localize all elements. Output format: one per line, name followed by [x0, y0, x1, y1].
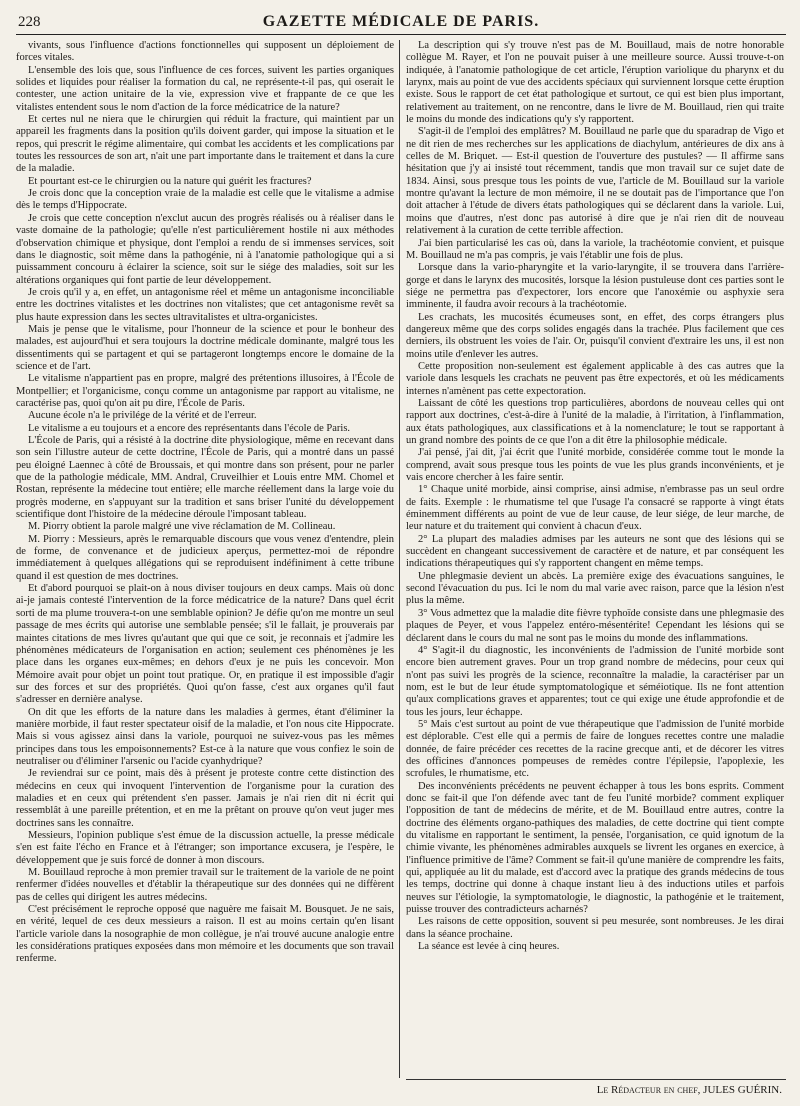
paragraph: Je crois que cette conception n'exclut aucun des progrès réalisés ou à réaliser dans le vaste domaine de la pathologie; qu'elle n'est particulièrement hostile ni aux méthodes d'observation chimique et physique, dont l'emploi a rendu de si immenses services, soit dans le diagnostic, soit même dans la pathogénie, ni à l'anatomie pathologique qui a si puissamment concouru à éclairer la science, soit sur le siége des maladies, soit sur les altérations organiques qui font partie de leur développement. [16, 212, 394, 286]
left-column [16, 40, 394, 1100]
page-header [16, 10, 786, 35]
paragraph: Mais je pense que le vitalisme, pour l'honneur de la science et pour le bonheur des malades, est aujourd'hui et sera toujours la doctrine médicale dominante, malgré tous les dissentiments qui se partagent et qui se partageront longtemps encore le domaine de la science et de l'art. [16, 323, 394, 372]
paragraph: Je reviendrai sur ce point, mais dès à présent je proteste contre cette distinction des médecins en ceux qui invoquent l'intervention de l'organisme pour la curation des maladies et en ceux qui prétendent s'en passer. Jamais je n'ai rien dit ni écrit qui ressemblât à une pareille prétention, et en me la prêtant on prouve qu'on veut juger mes doctrines sans les connaître. [16, 768, 394, 829]
paragraph: Le vitalisme a eu toujours et a encore des représentants dans l'école de Paris. [28, 422, 351, 434]
signature-rule [406, 1079, 786, 1080]
paragraph: M. Piorry obtient la parole malgré une vive réclamation de M. Collineau. [28, 521, 336, 533]
paragraph: La séance est levée à cinq heures. [418, 941, 560, 953]
paragraph: Laissant de côté les questions trop particulières, abordons de nouveau celles qui ont rapport aux doctrines, c'est-à-dire à l'unité de la maladie, à l'irritation, à l'inflammation, aux états pathologiques, aux classifications et à la nomenclature; le tout se rapportant à un grand nombre des points de ce que l'on a dit être la philosophie médicale. [406, 397, 784, 446]
paragraph: M. Piorry : Messieurs, après le remarquable discours que vous venez d'entendre, plein de forme, de convenance et de judicieux aperçus, permettez-moi de répondre immédiatement à quelques allégations qui se reproduisent indéfiniment à cette tribune quand il est question de mes doctrines. [16, 533, 394, 582]
paragraph: S'agit-il de l'emploi des emplâtres? M. Bouillaud ne parle que du sparadrap de Vigo et ne dit rien de mes recherches sur les applications de diachylum, antérieures de dix ans à celles de M. Briquet. — Est-il question de l'ouverture des pustules? — Il affirme sans hésitation que j'y ai insisté tout récemment, tandis que mon travail sur ce sujet date de 1834. Ainsi, sous presque tous les points de vue, l'article de M. Bouillaud sur la variole montre qu'avant la lecture de mon mémoire, il ne se doutait pas de l'importance que l'on doit attacher à l'étude de divers états pathologiques qui se déclarent dans la variole. Lui, moins que d'autres, n'est donc pas autorisé à dire que je n'ai rien dit de nouveau relativement à la curation de cette terrible affection. [406, 126, 784, 237]
paragraph: Et certes nul ne niera que le chirurgien qui réduit la fracture, qui maintient par un appareil les fragments dans la position qu'ils doivent garder, qui impose la situation et le repos, qui prescrit le régime alimentaire, qui combat les accidents et les complications par toutes les ressources de son art, n'ait une part importante dans le traitement et dans la cure de la maladie. [16, 114, 394, 175]
paragraph: vivants, sous l'influence d'actions fonctionnelles qui supposent un déploiement de forces vitales. [16, 40, 394, 64]
paragraph: C'est précisément le reproche opposé que naguère me faisait M. Bousquet. Je ne sais, en vérité, lequel de ces deux messieurs a raison. Il est au moins certain qu'en lisant l'article variole dans la nosographie de mon collègue, je n'ai trouvé aucune analogie entre les considérations pratiques exposées dans mon mémoire et les documents que son travail renferme. [16, 904, 394, 965]
paragraph: J'ai pensé, j'ai dit, j'ai écrit que l'unité morbide, considérée comme tout le monde la comprend, avait sous presque tous les points de vue les plus grands inconvénients, et je vais encore chercher à les faire sentir. [406, 447, 784, 484]
right-column [406, 40, 784, 1100]
paragraph: Je crois qu'il y a, en effet, un antagonisme réel et même un antagonisme inconciliable entre les doctrines vitalistes et les doctrines non vitalistes; que cet antagonisme revêt sa plus haute expression dans les sectes ultravitalistes et ultra-organicistes. [16, 286, 394, 323]
article-columns [16, 40, 786, 1100]
paragraph: Aucune école n'a le privilége de la vérité et de l'erreur. [28, 410, 257, 422]
paragraph: L'École de Paris, qui a résisté à la doctrine dite physiologique, même en recevant dans son sein l'illustre auteur de cette doctrine, l'École de Paris, qui a montré dans un passé peu éloigné Laennec à côté de Broussais, et qui montre dans son présent, pour ne parler que de la pathologie médicale, MM. Andral, Cruveilhier et Louis entre MM. Chomel et Rostan, représente la médecine tout entière; elle marche réellement dans la large voie du progrès moderne, en s'appuyant sur la tradition et sans briser l'unité du développement scientifique dont l'histoire de la médecine déroule l'imposant tableau. [16, 435, 394, 521]
paragraph: Cette proposition non-seulement est également applicable à des cas autres que la variole dans lesquels les crachats ne peuvent pas être expectorés, et où les médicaments internes n'amènent pas cette expectoration. [406, 360, 784, 397]
paragraph: M. Bouillaud reproche à mon premier travail sur le traitement de la variole de ne point renfermer d'idées nouvelles et d'établir la thérapeutique sur des données qui ne diffèrent pas de celles qui dirigent les autres médecins. [16, 867, 394, 903]
paragraph: J'ai bien particularisé les cas où, dans la variole, la trachéotomie convient, et puisque M. Bouillaud ne m'a pas compris, je vais l'établir une fois de plus. [406, 237, 784, 261]
paragraph: L'ensemble des lois que, sous l'influence de ces forces, suivent les parties organiques solides et liquides pour réaliser la formation du cal, ne représente-t-il pas, qui oserait le contester, une action unitaire de la vie, expression vive et frappante de ce que les vitalistes entendent sous le nom d'action de la force médicatrice de la nature? [16, 64, 394, 113]
page-number: 228 [18, 14, 41, 30]
paragraph: Et pourtant est-ce le chirurgien ou la nature qui guérit les fractures? [28, 175, 312, 187]
paragraph: Messieurs, l'opinion publique s'est émue de la discussion actuelle, la presse médicale s'en est faite l'écho en France et à l'étranger; son importance excusera, je l'espère, le développement que je suis forcé de donner à mon discours. [16, 830, 394, 866]
paragraph: Des inconvénients précédents ne peuvent échapper à tous les bons esprits. Comment donc se fait-il que l'on défende avec tant de feu l'unité morbide? comment expliquer l'opposition de tant de médecins de mérite, et de M. Bouillaud entre autres, contre la doctrine des éléments organo-pathiques des maladies, de cette doctrine qui tient compte du vitalisme en rapportant le sentiment, la pensée, l'organisation, ce quid ignotum de la chimie vivante, les phénomènes admirables auxquels se livrent les organes en exercice, à l'influence primitive de l'âme? Comment se fait-il qu'une manière de comprendre les faits, qui, appliquée au lit du malade, est d'accord avec la pratique des grands médecins de tous les temps, doctrine qui donne à chaque instant lieu à des inductions utiles et parfois neuves sur l'étiologie, la symptomatologie, le diagnostic, la pathogénie et le traitement, puisse trouver des contradicteurs acharnés? [406, 780, 784, 916]
paragraph: 2° La plupart des maladies admises par les auteurs ne sont que des lésions qui se succèdent en changeant successivement de caractère et de nature, et par conséquent les indications thérapeutiques qui s'y rapportent changent en même temps. [406, 533, 784, 570]
paragraph: Une phlegmasie devient un abcès. La première exige des évacuations sanguines, le second l'évacuation du pus. Ici le nom du mal varie avec raison, parce que la lésion n'est plus la même. [406, 570, 784, 607]
paragraph: 5° Mais c'est surtout au point de vue thérapeutique que l'admission de l'unité morbide est déplorable. C'est elle qui a permis de faire de longues recettes contre une maladie donnée, de faire précéder ces recettes de la racine grecque anti, et de décorer les vitres des officines d'annonces pompeuses de remèdes contre l'épilepsie, l'apoplexie, les scrofules, le rhumatisme, etc. [406, 718, 784, 780]
journal-title: GAZETTE MÉDICALE DE PARIS. [262, 13, 540, 30]
paragraph: Les crachats, les mucosités écumeuses sont, en effet, des corps étrangers plus dangereux même que des corps solides engagés dans la trachée. Plus facilement que ces derniers, ils obstruent les voies de l'air. Or, puisqu'il convient d'extraire les uns, il est non moins utile d'enlever les autres. [406, 311, 784, 360]
paragraph: 1° Chaque unité morbide, ainsi comprise, ainsi admise, n'embrasse pas un seul ordre de faits. Exemple : le rhumatisme tel que l'usage l'a consacré se rapporte à vingt états éminemment différents au point de vue de leur cause, de leur siége, de leur marche, de leur nature et du traitement qui convient à chacun d'eux. [406, 484, 784, 533]
paragraph: 3° Vous admettez que la maladie dite fièvre typhoïde consiste dans une phlegmasie des plaques de Peyer, et vous l'appelez entéro-mésentérite! Cependant les lésions qui se déclarent dans le cours du mal ne sont pas le moins du monde des inflammations. [406, 607, 784, 644]
paragraph: La description qui s'y trouve n'est pas de M. Bouillaud, mais de notre honorable collègue M. Rayer, et l'on ne pouvait puiser à une meilleure source. Aussi trouve-t-on indiquée, à l'anatomie pathologique de cet article, l'éruption variolique du pharynx et du larynx, mais au point de vue des accidents spéciaux qui surviennent lorsque cette éruption existe. Sous le rapport de cet état pathologique et surtout, ce qui est bien plus important, relativement au traitement, on ne rencontre, dans le livre de M. Bouillaud, rien qui traite le moins du monde des indications qu'y s'y rapportent. [406, 40, 784, 126]
editor-signature: Le Rédacteur en chef, JULES GUÉRIN. [596, 1084, 782, 1096]
paragraph: Et d'abord pourquoi se plait-on à nous diviser toujours en deux camps. Mais où donc ai-je jamais contesté l'intervention de la force médicatrice de la nature? Dans quel écrit sorti de ma plume trouvera-t-on une semblable opinion? Je défie qu'on me montre un seul passage de mes écrits qui autorise une semblable pensée; s'il le fallait, je prouverais par maintes citations de mes livres qu'autant que qui que ce soit, je reconnais et j'admire les phénomènes médicateurs de l'organisation en action; seulement ces phénomènes je les place dans les organes eux-mêmes; en dehors d'eux je ne puis les concevoir. Mon Mémoire avait pour objet un point tout pratique. Or, en pratique il est impossible d'agir sur des forces et sur des propriétés. Quoi qu'on fasse, c'est aux organes qu'il faut s'adresser en dernière analyse. [16, 583, 394, 706]
paragraph: 4° S'agit-il du diagnostic, les inconvénients de l'admission de l'unité morbide sont encore bien autrement graves. Pour un trop grand nombre de médecins, pour ceux qui n'ont pas suivi les progrès de la science, reconnaître la maladie, la caractériser par un nom, est le but de leur étude symptomatologique et séméiotique. Ils ne font attention qu'aux complications graves et apparentes; tout ce qui exige une étude approfondie et de tous les jours, leur échappe. [406, 644, 784, 718]
column-divider [399, 40, 400, 1078]
newspaper-page [16, 10, 786, 1100]
paragraph: Je crois donc que la conception vraie de la maladie est celle que le vitalisme a admise dès le temps d'Hippocrate. [16, 188, 394, 212]
paragraph: On dit que les efforts de la nature dans les maladies à germes, étant d'éliminer la manière morbide, il faut rester spectateur oisif de la maladie, et l'on nous cite Hippocrate. Mais si vous agissez ainsi dans la variole, pourquoi ne suivez-vous pas les mêmes principes dans tous les empoisonnements? Est-ce à la nature que vous confiez le soin de neutraliser ou d'éliminer l'arsenic ou l'acide cyanhydrique? [16, 706, 394, 767]
paragraph: Le vitalisme n'appartient pas en propre, malgré des prétentions illusoires, à l'École de Montpellier; et l'organicisme, conçu comme un antagonisme par rapport au vitalisme, ne caractérise pas, quoi qu'on ait pu dire, l'École de Paris. [16, 373, 394, 409]
paragraph: Les raisons de cette opposition, souvent si peu mesurée, sont nombreuses. Je les dirai dans la séance prochaine. [406, 916, 784, 940]
paragraph: Lorsque dans la vario-pharyngite et la vario-laryngite, il se trouvera dans l'arrière-gorge et dans le larynx des mucosités, lorsque la lésion pustuleuse dont ces parties sont le siége ne permettra pas d'expectorer, lors encore que l'anoxémie ou asphyxie sera imminente, il faudra avoir recours à la trachéotomie. [406, 262, 784, 311]
